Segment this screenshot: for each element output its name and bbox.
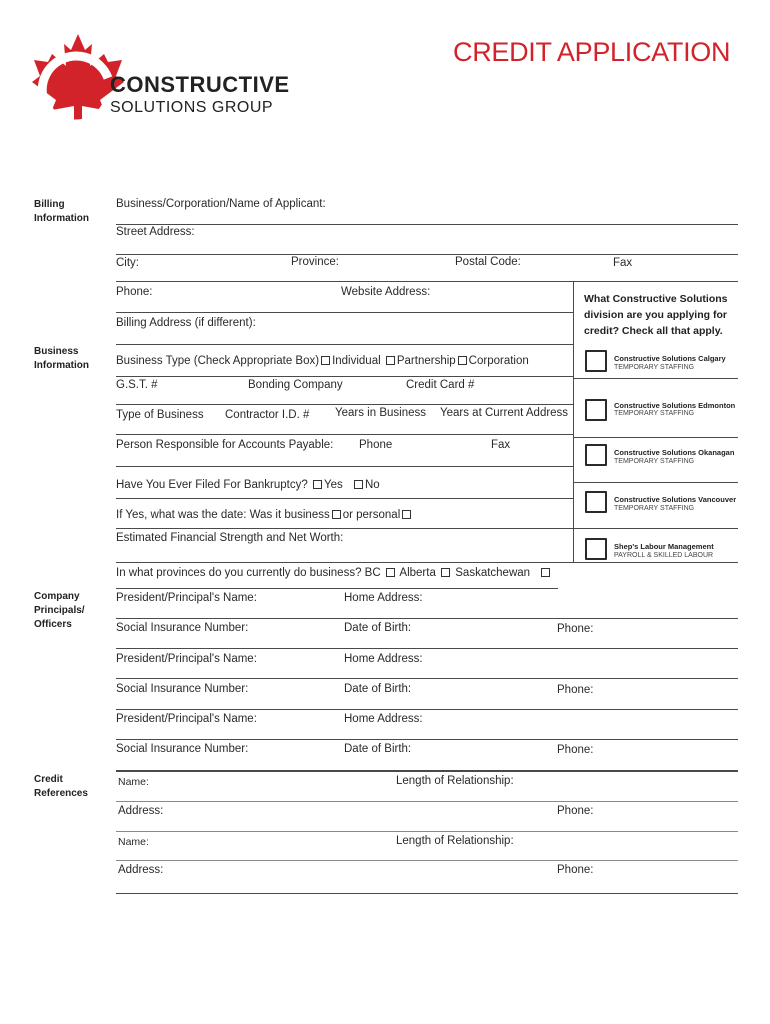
business-type-label xyxy=(116,355,529,367)
section-billing: Billing Information xyxy=(34,199,89,224)
division-checkbox-sheps[interactable] xyxy=(585,538,607,560)
gst-field[interactable] xyxy=(116,404,573,405)
page-title: CREDIT APPLICATION xyxy=(453,37,731,67)
division-checkbox-okanagan[interactable] xyxy=(585,444,607,466)
reference-length-label: Length of Relationship: xyxy=(396,775,514,787)
reference-phone-label: Phone: xyxy=(557,864,594,876)
principal-name-label: President/Principal's Name: xyxy=(116,653,257,665)
postal-label: Postal Code: xyxy=(455,256,521,268)
or-personal-label: or personal xyxy=(342,509,401,521)
if-yes-text: If Yes, what was the date: Was it business xyxy=(116,509,330,521)
alberta-checkbox[interactable] xyxy=(441,568,450,577)
city-label: City: xyxy=(116,257,139,269)
province-label: Province: xyxy=(291,256,339,268)
personal-bankruptcy-checkbox[interactable] xyxy=(402,510,411,519)
reference-name-field[interactable] xyxy=(116,860,738,861)
if-yes-field[interactable] xyxy=(116,528,573,529)
reference-name-field[interactable] xyxy=(116,801,738,802)
ap-phone-label: Phone xyxy=(359,439,393,451)
business-type-field xyxy=(116,376,573,377)
principal-home-label: Home Address: xyxy=(344,713,423,725)
alberta-label: Alberta xyxy=(399,567,436,579)
billing-address-label: Billing Address (if different): xyxy=(116,317,256,329)
reference-address-label: Address: xyxy=(118,864,164,876)
reference-name-label: Name: xyxy=(118,776,149,788)
contractor-id-label: Contractor I.D. # xyxy=(225,409,310,421)
partnership-checkbox[interactable] xyxy=(386,356,395,365)
ap-fax-label: Fax xyxy=(491,439,511,451)
business-type-text: Business Type (Check Appropriate Box) xyxy=(116,355,320,367)
division-checkbox-edmonton[interactable] xyxy=(585,399,607,421)
principal-dob-label: Date of Birth: xyxy=(344,743,412,755)
if-yes-label xyxy=(116,509,413,521)
division-panel-border xyxy=(573,281,574,563)
principal-name-field[interactable] xyxy=(116,678,738,679)
street-field[interactable] xyxy=(116,254,738,255)
division-question: What Constructive Solutions division are you applying for credit? Check all that apply. xyxy=(584,293,728,337)
division-sub: TEMPORARY STAFFING xyxy=(614,410,695,417)
principal-dob-label: Date of Birth: xyxy=(344,683,412,695)
phone-field[interactable] xyxy=(116,312,573,313)
principal-sin-label: Social Insurance Number: xyxy=(116,622,249,634)
divider xyxy=(573,437,738,438)
type-of-business-label: Type of Business xyxy=(116,409,204,421)
principal-sin-field[interactable] xyxy=(116,648,738,649)
provinces-field xyxy=(116,588,558,589)
bankruptcy-yes-checkbox[interactable] xyxy=(313,480,322,489)
saskatchewan-label: Saskatchewan xyxy=(455,567,531,579)
divider xyxy=(573,482,738,483)
no-label: No xyxy=(364,479,380,491)
individual-checkbox[interactable] xyxy=(321,356,330,365)
reference-name-label: Name: xyxy=(118,836,149,848)
city-field[interactable] xyxy=(116,281,738,282)
principal-name-field[interactable] xyxy=(116,618,738,619)
division-sub: TEMPORARY STAFFING xyxy=(614,458,695,465)
saskatchewan-checkbox[interactable] xyxy=(541,568,550,577)
bankruptcy-no-checkbox[interactable] xyxy=(354,480,363,489)
person-responsible-label: Person Responsible for Accounts Payable: xyxy=(116,439,334,451)
years-at-address-label: Years at Current Address xyxy=(440,407,569,419)
division-name: Constructive Solutions Calgary xyxy=(614,354,726,363)
corporation-label: Corporation xyxy=(468,355,529,367)
division-name: Constructive Solutions Vancouver xyxy=(614,495,737,504)
provinces-label xyxy=(116,567,552,579)
principal-home-label: Home Address: xyxy=(344,592,423,604)
corporation-checkbox[interactable] xyxy=(458,356,467,365)
divider xyxy=(573,528,738,529)
yes-label: Yes xyxy=(323,479,343,491)
principal-phone-label: Phone: xyxy=(557,684,594,696)
reference-address-field[interactable] xyxy=(116,893,738,894)
bankruptcy-field xyxy=(116,498,573,499)
credit-card-label: Credit Card # xyxy=(406,379,475,391)
division-name: Constructive Solutions Okanagan xyxy=(614,448,735,457)
logo-line1: CONSTRUCTIVE xyxy=(110,72,290,97)
reference-phone-label: Phone: xyxy=(557,805,594,817)
bonding-label: Bonding Company xyxy=(248,379,343,391)
provinces-text: In what provinces do you currently do business? BC xyxy=(116,567,381,579)
principal-sin-label: Social Insurance Number: xyxy=(116,743,249,755)
principal-dob-label: Date of Birth: xyxy=(344,622,412,634)
principal-sin-field[interactable] xyxy=(116,770,738,772)
principal-name-field[interactable] xyxy=(116,739,738,740)
strength-label: Estimated Financial Strength and Net Worth: xyxy=(116,532,344,544)
website-label: Website Address: xyxy=(341,286,431,298)
individual-label: Individual xyxy=(332,355,381,367)
reference-address-label: Address: xyxy=(118,805,164,817)
principal-home-label: Home Address: xyxy=(344,653,423,665)
phone-label: Phone: xyxy=(116,286,153,298)
division-sub: TEMPORARY STAFFING xyxy=(614,364,695,371)
principal-sin-label: Social Insurance Number: xyxy=(116,683,249,695)
fax-label: Fax xyxy=(613,257,633,269)
bankruptcy-label xyxy=(116,479,380,491)
section-references: Credit References xyxy=(34,774,88,799)
principal-name-label: President/Principal's Name: xyxy=(116,592,257,604)
section-principals: Company Principals/ Officers xyxy=(34,591,85,630)
reference-length-label: Length of Relationship: xyxy=(396,835,514,847)
division-checkbox-calgary[interactable] xyxy=(585,350,607,372)
years-in-business-label: Years in Business xyxy=(335,407,426,419)
divider xyxy=(573,378,738,379)
person-responsible-field[interactable] xyxy=(116,466,573,467)
bc-checkbox[interactable] xyxy=(386,568,395,577)
principal-phone-label: Phone: xyxy=(557,623,594,635)
division-name: Constructive Solutions Edmonton xyxy=(614,401,736,410)
reference-address-field[interactable] xyxy=(116,831,738,832)
logo-line2: SOLUTIONS GROUP xyxy=(110,99,274,116)
principal-sin-field[interactable] xyxy=(116,709,738,710)
principal-phone-label: Phone: xyxy=(557,744,594,756)
applicant-label: Business/Corporation/Name of Applicant: xyxy=(116,198,326,210)
business-bankruptcy-checkbox[interactable] xyxy=(332,510,341,519)
division-checkbox-vancouver[interactable] xyxy=(585,491,607,513)
bankruptcy-question: Have You Ever Filed For Bankruptcy? xyxy=(116,479,308,491)
division-sub: PAYROLL & SKILLED LABOUR xyxy=(614,552,714,559)
type-of-business-field[interactable] xyxy=(116,434,573,435)
strength-field[interactable] xyxy=(116,562,738,563)
partnership-label: Partnership xyxy=(396,355,456,367)
gst-label: G.S.T. # xyxy=(116,379,158,391)
billing-address-field[interactable] xyxy=(116,344,573,345)
principal-name-label: President/Principal's Name: xyxy=(116,713,257,725)
division-name: Shep's Labour Management xyxy=(614,542,714,551)
street-label: Street Address: xyxy=(116,226,195,238)
section-business: Business Information xyxy=(34,346,89,371)
applicant-field[interactable] xyxy=(116,224,738,225)
division-sub: TEMPORARY STAFFING xyxy=(614,505,695,512)
